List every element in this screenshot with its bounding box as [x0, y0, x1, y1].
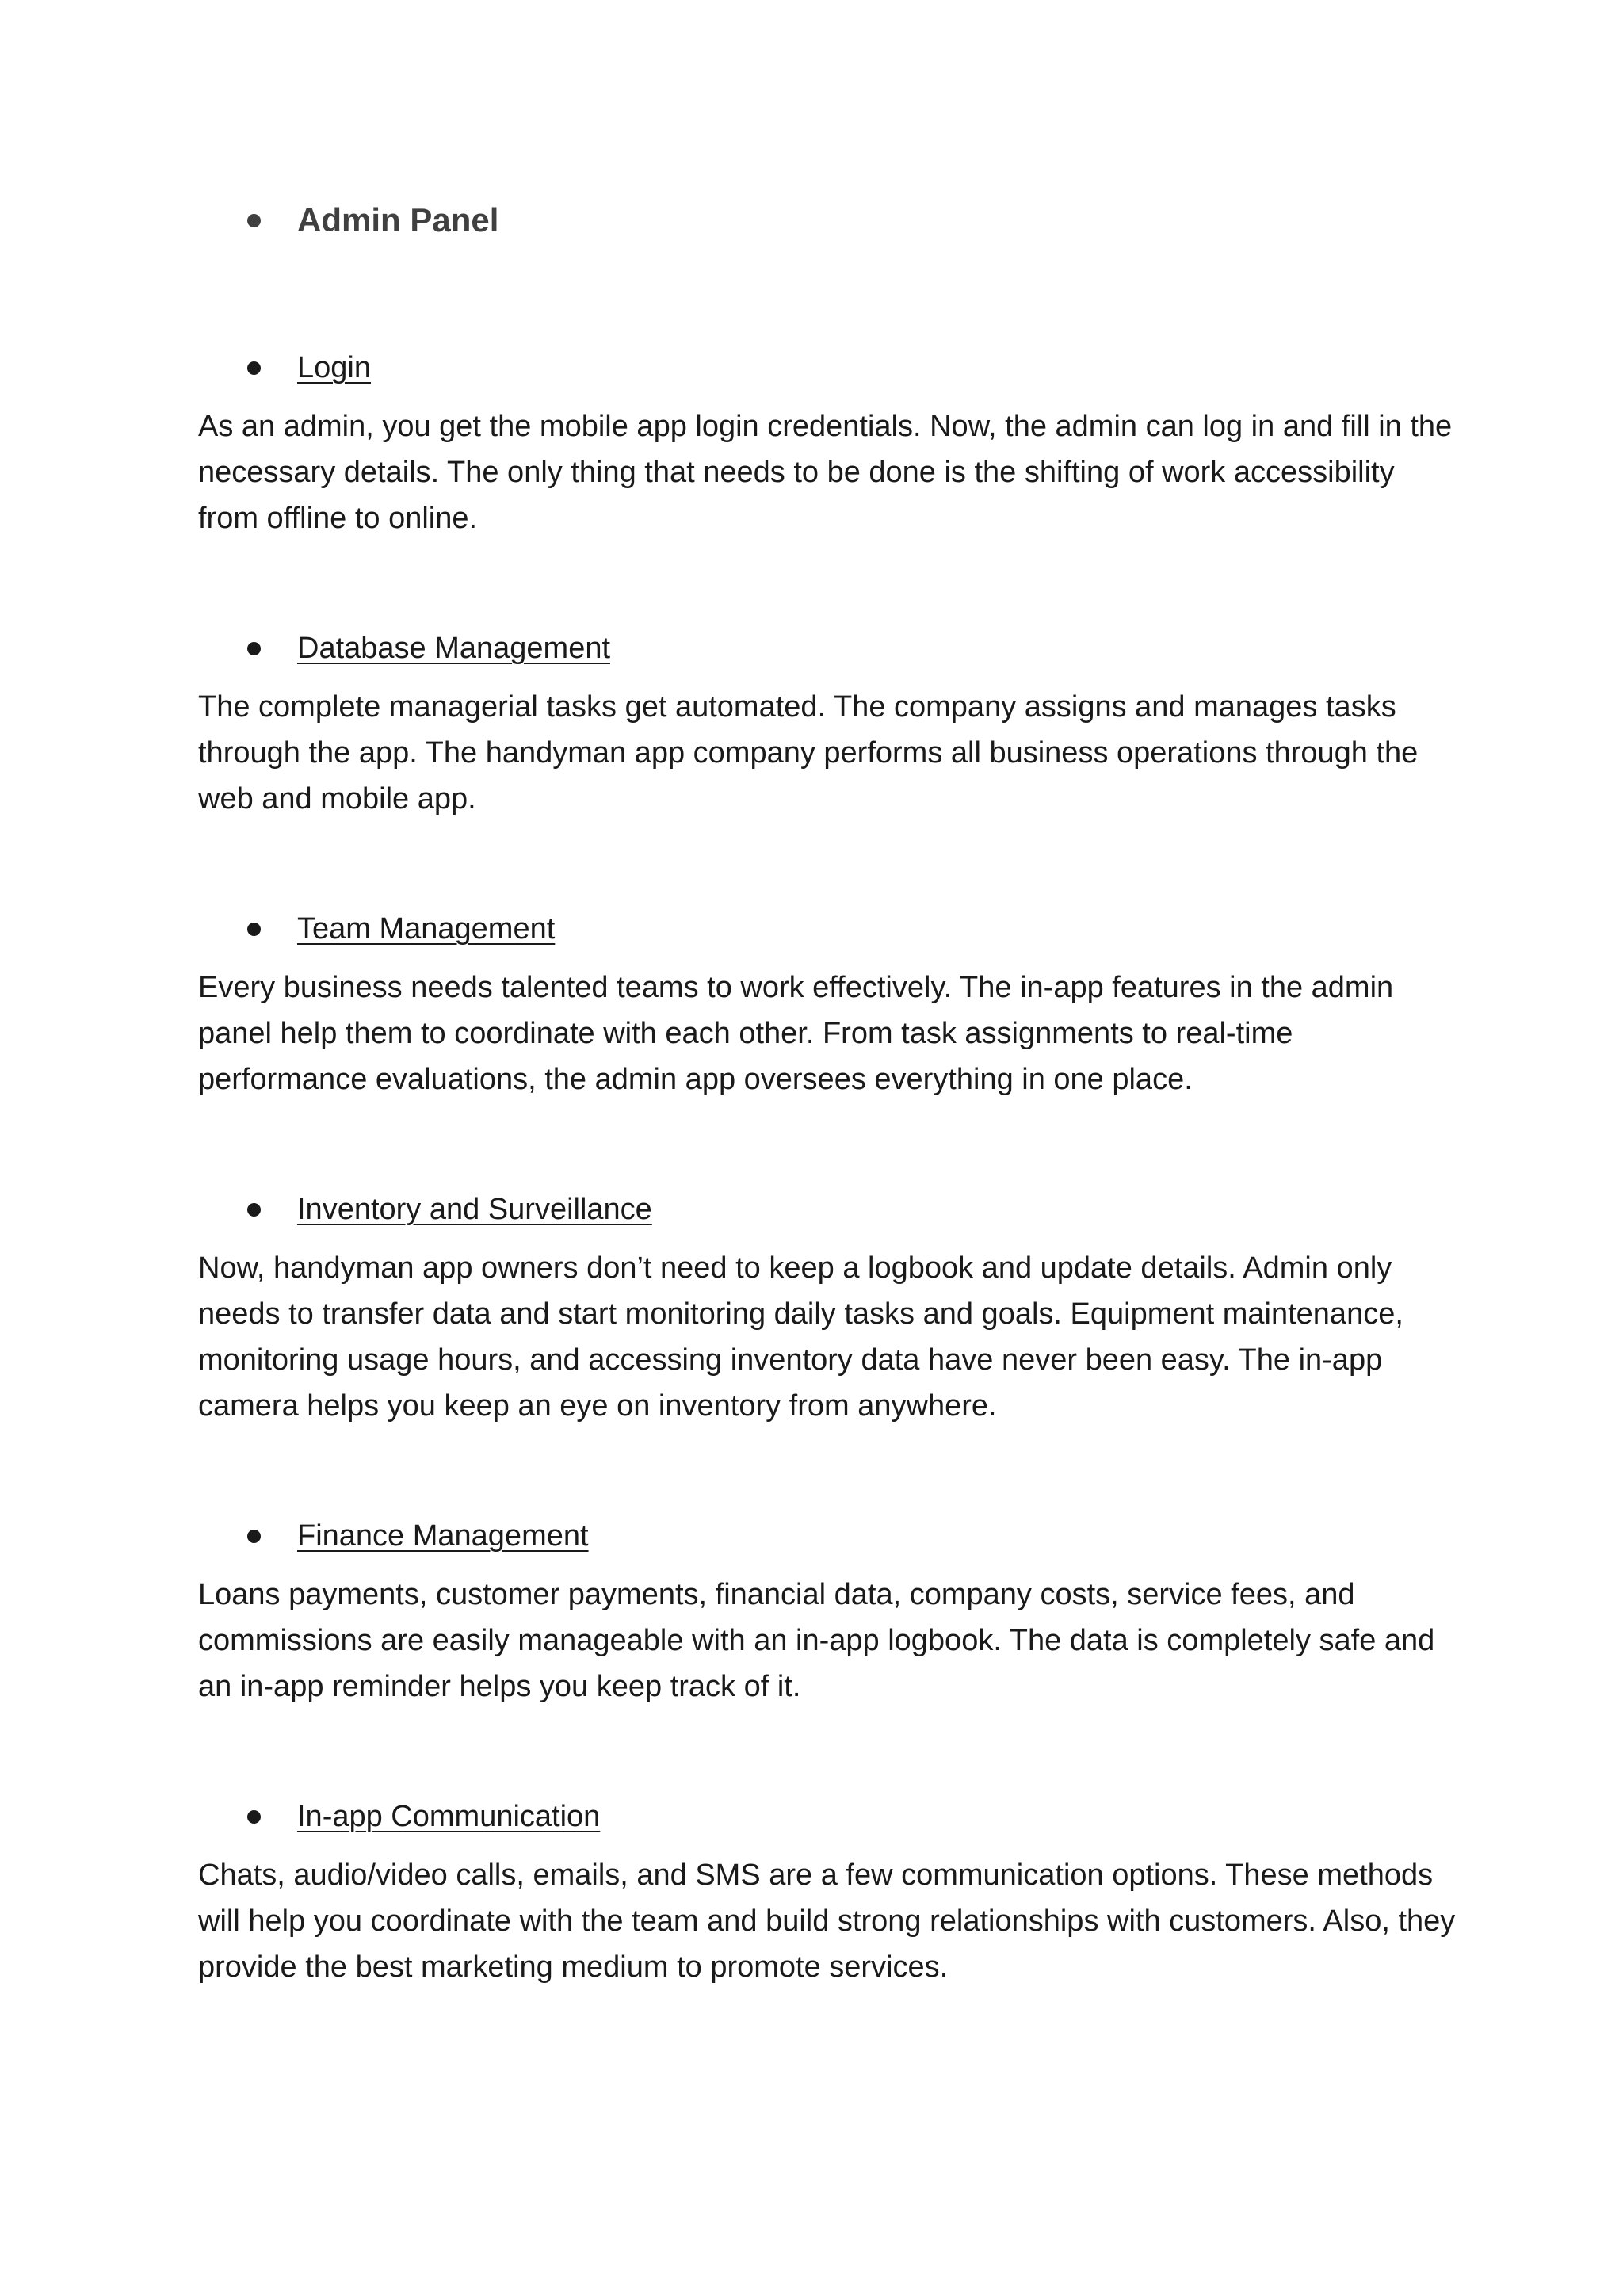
bullet-icon — [247, 1530, 261, 1543]
section-body-team-management: Every business needs talented teams to work effectively. The in-app features in the admin panel help them to coordinate with each other. From task assignments to real-time performance evaluations, the admin app oversees everything in one place. — [198, 971, 1394, 1096]
section-body-database-management: The complete managerial tasks get automated. The company assigns and manages tasks through the app. The handyman app company performs all business operations through the web and mobile app. — [198, 690, 1419, 816]
section-heading-item — [247, 1799, 600, 1836]
section-heading-finance-management: Finance Management — [297, 1519, 589, 1553]
section-heading-item — [247, 631, 610, 667]
bullet-icon — [247, 214, 261, 227]
section-body-finance-management: Loans payments, customer payments, financial data, company costs, service fees, and commissions are easily manageable with an in-app logbook. The data is completely safe and an in-app reminder helps you keep track of it. — [198, 1578, 1435, 1703]
section-heading-item — [247, 350, 371, 387]
main-heading-item — [247, 201, 498, 240]
section-heading-item — [247, 1192, 652, 1228]
section-heading-in-app-communication: In-app Communication — [297, 1800, 601, 1833]
section-heading-database-management: Database Management — [297, 632, 611, 665]
section-body-in-app-communication: Chats, audio/video calls, emails, and SMS are a few communication options. These methods will help you coordinate with the team and build strong relationships with customers. Also, they provide the best marketing medium to promote services. — [198, 1859, 1456, 1984]
section-heading-item — [247, 1519, 589, 1555]
section-body-login: As an admin, you get the mobile app login credentials. Now, the admin can log in and fill in the necessary details. The only thing that needs to be done is the shifting of work accessibility from offline to online. — [198, 410, 1453, 535]
section-body-inventory-and-surveillance: Now, handyman app owners don’t need to keep a logbook and update details. Admin only needs to transfer data and start monitoring daily tasks and goals. Equipment maintenance, monitoring usage hours, and accessing inventory data have never been easy. The in-app camera helps you keep an eye on inventory from anywhere. — [198, 1251, 1403, 1423]
bullet-icon — [247, 923, 261, 936]
page-title: Admin Panel — [297, 201, 499, 239]
bullet-icon — [247, 1810, 261, 1824]
section-heading-login: Login — [297, 351, 371, 384]
section-heading-item — [247, 911, 555, 948]
section-heading-team-management: Team Management — [297, 912, 556, 946]
bullet-icon — [247, 642, 261, 655]
section-heading-inventory-and-surveillance: Inventory and Surveillance — [297, 1193, 652, 1226]
bullet-icon — [247, 1203, 261, 1217]
bullet-icon — [247, 361, 261, 375]
